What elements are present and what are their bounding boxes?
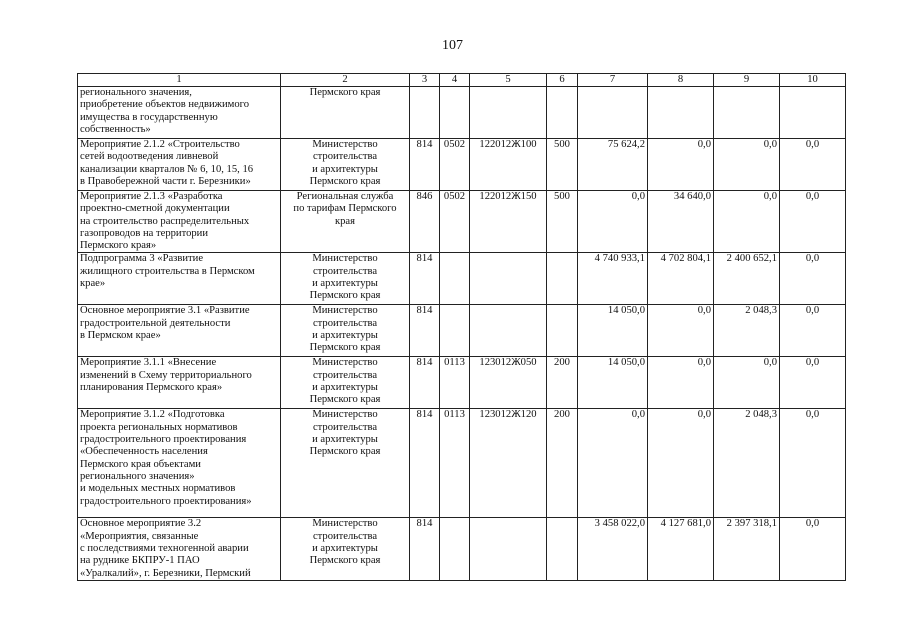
- activity-name-cell-line: градостроительного проектирования: [80, 434, 247, 446]
- activity-name-cell-line: Мероприятие 3.1.2 «Подготовка: [80, 409, 225, 421]
- table-body: [78, 87, 846, 581]
- executor-cell: [281, 305, 410, 357]
- grbs-code-cell: 814: [410, 357, 440, 409]
- year4-amount-cell: 0,0: [780, 305, 846, 357]
- table-row: [78, 305, 846, 357]
- executor-cell: [281, 518, 410, 580]
- year2-amount-cell: 4 127 681,0: [648, 518, 714, 580]
- column-header: 9: [714, 74, 780, 87]
- target-article-cell: 122012Ж100: [470, 139, 547, 191]
- table-row: [78, 357, 846, 409]
- grbs-code-cell: 846: [410, 191, 440, 253]
- year4-amount-cell: 0,0: [780, 139, 846, 191]
- activity-name-cell: [78, 305, 281, 357]
- executor-cell-line: строительства: [312, 530, 378, 542]
- activity-name-cell-line: регионального значения,: [80, 87, 192, 98]
- executor-cell-line: строительства: [312, 317, 378, 329]
- executor-cell-line: Министерство: [312, 139, 378, 150]
- executor-cell-line: Пермского края: [309, 290, 381, 302]
- target-article-cell: 122012Ж150: [470, 191, 547, 253]
- table-row: [78, 518, 846, 580]
- expense-type-cell: [547, 305, 578, 357]
- activity-name-cell-line: Мероприятие 2.1.3 «Разработка: [80, 191, 223, 202]
- executor-cell: [281, 357, 410, 409]
- expense-type-cell: [547, 87, 578, 139]
- executor-cell-line: и архитектуры: [312, 163, 378, 175]
- activity-name-cell-line: градостроительного проектирования»: [80, 495, 252, 507]
- column-header: 8: [648, 74, 714, 87]
- year2-amount-cell: 0,0: [648, 357, 714, 409]
- executor-cell-line: Пермского края: [309, 394, 381, 406]
- year1-amount-cell: 0,0: [578, 409, 648, 518]
- executor-cell: [281, 253, 410, 305]
- executor-cell: [281, 191, 410, 253]
- executor-cell-line: Пермского края: [309, 87, 381, 98]
- activity-name-cell-line: «Мероприятия, связанные: [80, 530, 199, 542]
- activity-name-cell-line: в Пермском крае»: [80, 330, 161, 342]
- activity-name-cell-line: регионального значения»: [80, 470, 195, 482]
- executor-cell-line: Пермского края: [309, 342, 381, 354]
- section-code-cell: 0502: [440, 191, 470, 253]
- grbs-code-cell: 814: [410, 305, 440, 357]
- target-article-cell: [470, 253, 547, 305]
- table-row: [78, 139, 846, 191]
- activity-name-cell-line: Пермского края объектами: [80, 458, 201, 470]
- year2-amount-cell: 0,0: [648, 305, 714, 357]
- year3-amount-cell: 2 400 652,1: [714, 253, 780, 305]
- activity-name-cell: [78, 191, 281, 253]
- section-code-cell: 0502: [440, 139, 470, 191]
- column-header: 10: [780, 74, 846, 87]
- year1-amount-cell: 14 050,0: [578, 357, 648, 409]
- column-header: 3: [410, 74, 440, 87]
- executor-cell-line: Региональная служба: [296, 191, 394, 202]
- section-code-cell: [440, 518, 470, 580]
- activity-name-cell: [78, 139, 281, 191]
- year1-amount-cell: 75 624,2: [578, 139, 648, 191]
- activity-name-cell-line: Основное мероприятие 3.2: [80, 518, 202, 530]
- activity-name-cell: [78, 253, 281, 305]
- activity-name-cell-line: Подпрограмма 3 «Развитие: [80, 253, 204, 265]
- activity-name-cell-line: собственность»: [80, 123, 151, 135]
- activity-name-cell-line: с последствиями техногенной аварии: [80, 543, 249, 555]
- executor-cell-line: по тарифам Пермского: [293, 203, 397, 215]
- activity-name-cell: [78, 87, 281, 139]
- executor-cell-line: и архитектуры: [312, 382, 378, 394]
- activity-name-cell-line: «Уралкалий», г. Березники, Пермский: [80, 567, 251, 579]
- target-article-cell: [470, 87, 547, 139]
- executor-cell-line: Министерство: [312, 305, 378, 317]
- activity-name-cell-line: Пермского края»: [80, 240, 157, 252]
- executor-cell: [281, 87, 410, 139]
- column-header: 7: [578, 74, 648, 87]
- executor-cell-line: Министерство: [312, 357, 378, 369]
- column-header: 2: [281, 74, 410, 87]
- budget-table: [77, 73, 846, 581]
- year3-amount-cell: 0,0: [714, 357, 780, 409]
- activity-name-cell-line: планирования Пермского края»: [80, 382, 223, 394]
- activity-name-cell: [78, 518, 281, 580]
- year3-amount-cell: 0,0: [714, 191, 780, 253]
- column-header: 4: [440, 74, 470, 87]
- section-code-cell: 0113: [440, 409, 470, 518]
- activity-name-cell-line: крае»: [80, 278, 106, 290]
- year4-amount-cell: 0,0: [780, 409, 846, 518]
- section-code-cell: [440, 305, 470, 357]
- activity-name-cell: [78, 409, 281, 518]
- executor-cell-line: строительства: [312, 369, 378, 381]
- year4-amount-cell: 0,0: [780, 191, 846, 253]
- column-header: 5: [470, 74, 547, 87]
- grbs-code-cell: 814: [410, 409, 440, 518]
- expense-type-cell: [547, 253, 578, 305]
- year2-amount-cell: 0,0: [648, 409, 714, 518]
- activity-name-cell-line: и модельных местных нормативов: [80, 483, 236, 495]
- executor-cell-line: Пермского края: [309, 175, 381, 187]
- activity-name-cell-line: проекта региональных нормативов: [80, 421, 238, 433]
- grbs-code-cell: 814: [410, 139, 440, 191]
- table-row: [78, 191, 846, 253]
- header-row: [78, 74, 846, 87]
- activity-name-cell-line: градостроительной деятельности: [80, 317, 231, 329]
- activity-name-cell-line: на строительство распределительных: [80, 215, 250, 227]
- activity-name-cell-line: сетей водоотведения ливневой: [80, 151, 219, 163]
- year2-amount-cell: 0,0: [648, 139, 714, 191]
- year2-amount-cell: [648, 87, 714, 139]
- activity-name-cell-line: проектно-сметной документации: [80, 203, 230, 215]
- section-code-cell: [440, 253, 470, 305]
- executor-cell-line: Министерство: [312, 253, 378, 265]
- table-row: [78, 409, 846, 518]
- year4-amount-cell: [780, 87, 846, 139]
- expense-type-cell: 500: [547, 191, 578, 253]
- page-number: 107: [442, 38, 463, 53]
- grbs-code-cell: 814: [410, 518, 440, 580]
- activity-name-cell-line: изменений в Схему территориального: [80, 369, 252, 381]
- executor-cell-line: Пермского края: [309, 555, 381, 567]
- activity-name-cell-line: жилищного строительства в Пермском: [80, 265, 255, 277]
- year2-amount-cell: 4 702 804,1: [648, 253, 714, 305]
- executor-cell-line: и архитектуры: [312, 434, 378, 446]
- section-code-cell: 0113: [440, 357, 470, 409]
- executor-cell-line: и архитектуры: [312, 278, 378, 290]
- executor-cell-line: и архитектуры: [312, 330, 378, 342]
- table-row: [78, 253, 846, 305]
- activity-name-cell-line: на руднике БКПРУ-1 ПАО: [80, 555, 200, 567]
- year2-amount-cell: 34 640,0: [648, 191, 714, 253]
- year3-amount-cell: [714, 87, 780, 139]
- section-code-cell: [440, 87, 470, 139]
- activity-name-cell-line: канализации кварталов № 6, 10, 15, 16: [80, 163, 254, 175]
- year1-amount-cell: 14 050,0: [578, 305, 648, 357]
- activity-name-cell-line: имущества в государственную: [80, 111, 218, 123]
- target-article-cell: 123012Ж120: [470, 409, 547, 518]
- executor-cell-line: строительства: [312, 265, 378, 277]
- year1-amount-cell: 3 458 022,0: [578, 518, 648, 580]
- column-header: 1: [78, 74, 281, 87]
- executor-cell-line: строительства: [312, 151, 378, 163]
- executor-cell-line: и архитектуры: [312, 543, 378, 555]
- year1-amount-cell: [578, 87, 648, 139]
- year3-amount-cell: 2 397 318,1: [714, 518, 780, 580]
- executor-cell-line: Министерство: [312, 518, 378, 530]
- year4-amount-cell: 0,0: [780, 357, 846, 409]
- activity-name-cell-line: Мероприятие 2.1.2 «Строительство: [80, 139, 240, 150]
- grbs-code-cell: [410, 87, 440, 139]
- table-row: [78, 87, 846, 139]
- year1-amount-cell: 0,0: [578, 191, 648, 253]
- activity-name-cell-line: Мероприятие 3.1.1 «Внесение: [80, 357, 217, 369]
- expense-type-cell: [547, 518, 578, 580]
- executor-cell: [281, 139, 410, 191]
- executor-cell-line: Министерство: [312, 409, 378, 421]
- year1-amount-cell: 4 740 933,1: [578, 253, 648, 305]
- activity-name-cell-line: газопроводов на территории: [80, 227, 209, 239]
- target-article-cell: 123012Ж050: [470, 357, 547, 409]
- column-header: 6: [547, 74, 578, 87]
- executor-cell-line: строительства: [312, 421, 378, 433]
- target-article-cell: [470, 305, 547, 357]
- year4-amount-cell: 0,0: [780, 518, 846, 580]
- expense-type-cell: 500: [547, 139, 578, 191]
- expense-type-cell: 200: [547, 409, 578, 518]
- year3-amount-cell: 0,0: [714, 139, 780, 191]
- year3-amount-cell: 2 048,3: [714, 409, 780, 518]
- executor-cell: [281, 409, 410, 518]
- activity-name-cell-line: в Правобережной части г. Березники»: [80, 175, 251, 187]
- activity-name-cell-line: приобретение объектов недвижимого: [80, 99, 250, 111]
- grbs-code-cell: 814: [410, 253, 440, 305]
- activity-name-cell-line: Основное мероприятие 3.1 «Развитие: [80, 305, 250, 317]
- executor-cell-line: Пермского края: [309, 446, 381, 458]
- year3-amount-cell: 2 048,3: [714, 305, 780, 357]
- target-article-cell: [470, 518, 547, 580]
- activity-name-cell-line: «Обеспеченность населения: [80, 446, 208, 458]
- expense-type-cell: 200: [547, 357, 578, 409]
- year4-amount-cell: 0,0: [780, 253, 846, 305]
- executor-cell-line: края: [334, 215, 356, 227]
- activity-name-cell: [78, 357, 281, 409]
